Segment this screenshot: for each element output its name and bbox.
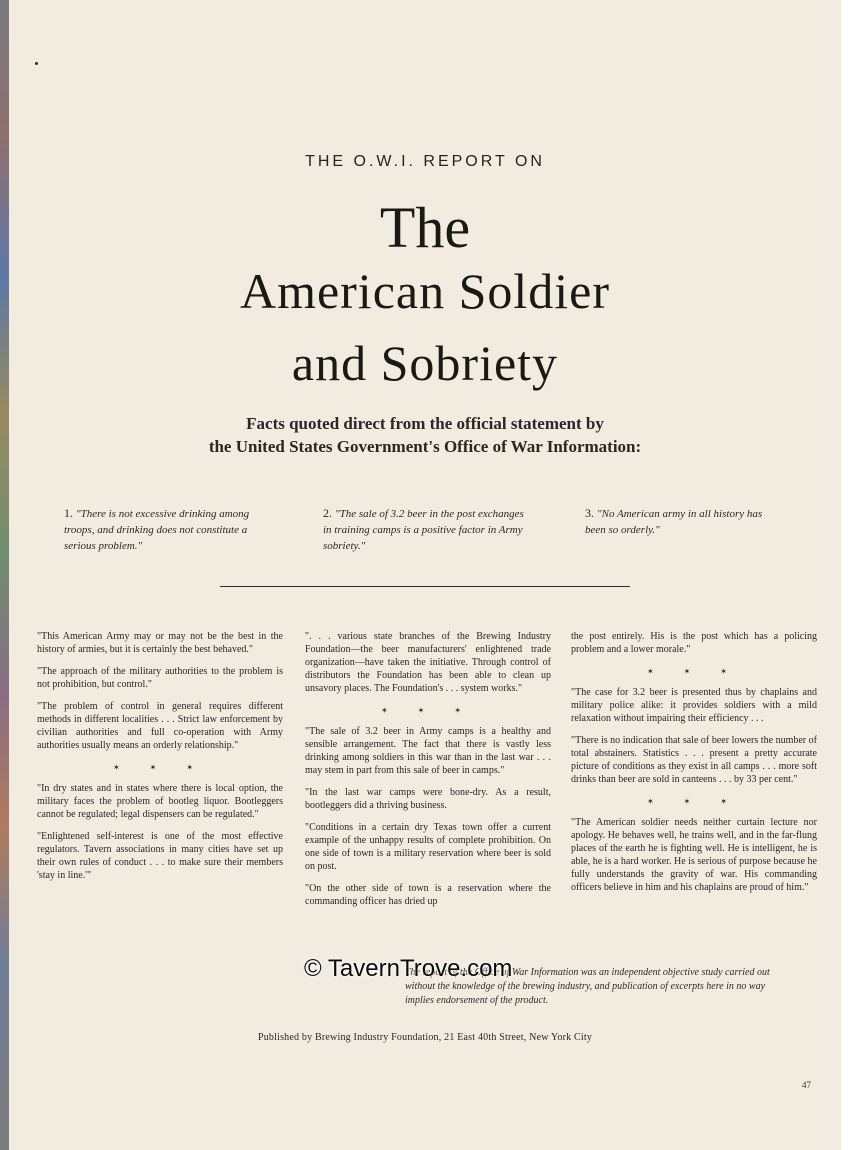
text-column-1 [37, 630, 283, 891]
quote-number: 3. [585, 506, 594, 520]
headline-line-2: American Soldier [239, 263, 611, 319]
ornament-divider: ✶ ✶ ✶ [112, 763, 208, 772]
magazine-page [9, 0, 841, 1150]
ornament-divider: ✶ ✶ ✶ [380, 706, 476, 715]
quote-number: 1. [64, 506, 73, 520]
paragraph: "In dry states and in states where there is local option, the military faces the problem of bootleg liquor. Bootleggers cannot be regulated; legal dispensers can be regulated." [37, 783, 283, 820]
text-column-2 [305, 630, 551, 917]
subtitle-line-1: Facts quoted direct from the official statement by [246, 414, 604, 433]
quote-number: 2. [323, 506, 332, 520]
text-column-3 [571, 630, 817, 903]
print-speck [35, 62, 38, 65]
binding-edge [0, 0, 9, 1150]
paragraph: ". . . various state branches of the Brewing Industry Foundation—the beer manufacturers' enlightened trade organization—have taken the initiative. Through control of distributors the Foundation has been able to clean up unsavory places. The Foundation's . . . system works." [305, 631, 551, 694]
paragraph: "The approach of the military authorities to the problem is not prohibition, but control." [37, 666, 283, 690]
paragraph: "Enlightened self-interest is one of the most effective regulators. Tavern associations in many cities have set up their own rules of conduct . . . to make sure their members 'stay in line.'" [37, 831, 283, 881]
paragraph: "The American soldier needs neither curtain lecture nor apology. He behaves well, he trains well, and in the far-flung places of the earth he is fighting well. He is intelligent, he is able, he is a hard worker. He is serious of purpose because he fully understands the gravity of war. His commanding officers believe in him and his chaplains are proud of him." [571, 817, 817, 893]
paragraph: "There is no indication that sale of beer lowers the number of total abstainers. Statistics . . . present a pretty accurate picture of conditions as they exist in all camps . . . more soft drinks than beer are sold in canteens . . . by 33 per cent." [571, 735, 817, 785]
paragraph: "The sale of 3.2 beer in Army camps is a healthy and sensible arrangement. The fact that there is vastly less drinking among soldiers in this war than in the last war . . . may stem in part from this sale of beer in camps." [305, 726, 551, 776]
paragraph: "The case for 3.2 beer is presented thus by chaplains and military police alike: it provides soldiers with a mild relaxation without impairing their efficiency . . . [571, 687, 817, 724]
kicker: THE O.W.I. REPORT ON [305, 153, 545, 170]
paragraph: "In the last war camps were bone-dry. As a result, bootleggers did a thriving business. [305, 787, 551, 811]
headline-line-1: The [379, 195, 471, 260]
subtitle-line-2: the United States Government's Office of War Information: [208, 437, 642, 456]
page-number: 47 [802, 1080, 811, 1090]
ornament-divider: ✶ ✶ ✶ [646, 667, 742, 676]
page-margin [841, 0, 857, 1150]
paragraph: "The problem of control in general requires different methods in different localities . . . Strict law enforcement by civilian authorities and full co-operation with Army authorities usually means an orderly relationship." [37, 701, 283, 751]
quote-text: "There is not excessive drinking among troops, and drinking does not constitute a serious problem." [64, 508, 250, 552]
subtitle [9, 412, 841, 458]
disclaimer-footnote: The report of the Office of War Information was an independent objective study carried out without the knowledge of the brewing industry, and publication of excerpts here in no way implies endorsement of the product. [405, 967, 770, 1006]
publisher-line: Published by Brewing Industry Foundation, 21 East 40th Street, New York City [257, 1032, 593, 1043]
headline-line-3: and Sobriety [291, 335, 559, 391]
watermark: © TavernTrove.com [304, 955, 513, 982]
paragraph: the post entirely. His is the post which has a policing problem and a lower morale." [571, 631, 817, 655]
paragraph: "Conditions in a certain dry Texas town offer a current example of the unhappy results of complete prohibition. On one side of town is a military reservation where beer is sold on post. [305, 822, 551, 872]
paragraph: "On the other side of town is a reservation where the commanding officer has dried up [305, 883, 551, 907]
key-quote-3 [585, 505, 785, 538]
quote-text: "The sale of 3.2 beer in the post exchanges in training camps is a positive factor in Army sobriety." [323, 508, 524, 552]
paragraph: "This American Army may or may not be the best in the history of armies, but it is certainly the best behaved." [37, 631, 283, 655]
key-quote-2 [323, 505, 528, 554]
quote-text: "No American army in all history has been so orderly." [585, 508, 763, 536]
section-divider [220, 586, 630, 587]
ornament-divider: ✶ ✶ ✶ [646, 797, 742, 806]
key-quote-1 [64, 505, 269, 554]
